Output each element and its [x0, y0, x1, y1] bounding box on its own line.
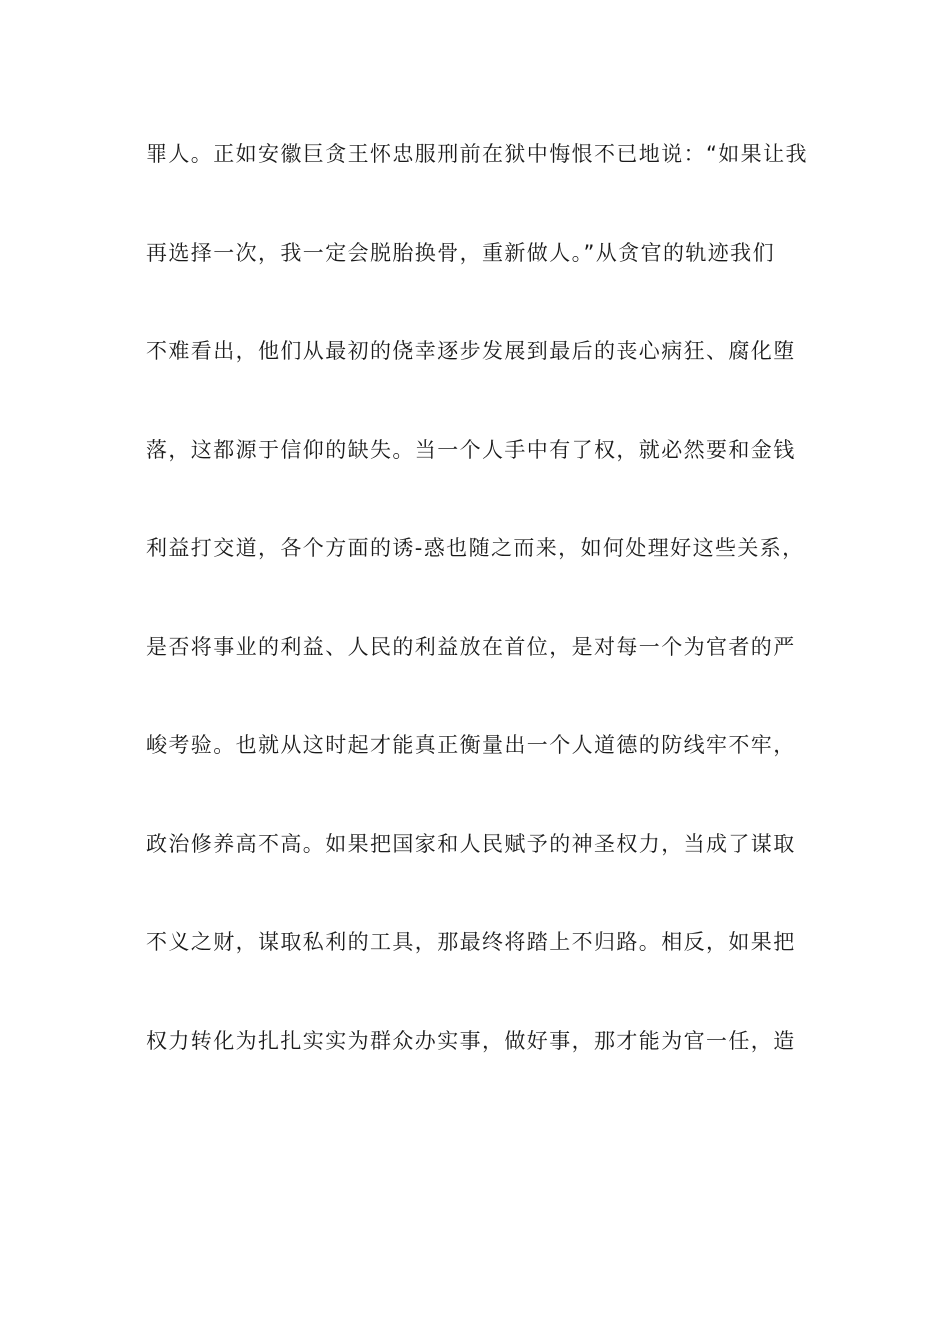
body-text [146, 130, 826, 1115]
text-line: 权力转化为扎扎实实为群众办实事，做好事，那才能为官一任，造 [146, 1028, 796, 1053]
text-line: 罪人。正如安徽巨贪王怀忠服刑前在狱中悔恨不已地说：“如果让我 [146, 142, 808, 166]
text-line: 不难看出，他们从最初的侥幸逐步发展到最后的丧心病狂、腐化堕 [146, 339, 796, 363]
text-line: 再选择一次，我一定会脱胎换骨，重新做人。”从贪官的轨迹我们 [146, 240, 775, 265]
text-line: 政治修养高不高。如果把国家和人民赋予的神圣权力，当成了谋取 [146, 831, 796, 856]
text-line: 不义之财，谋取私利的工具，那最终将踏上不归路。相反，如果把 [146, 930, 796, 954]
text-line: 是否将事业的利益、人民的利益放在首位，是对每一个为官者的严 [146, 634, 796, 659]
text-line: 利益打交道，各个方面的诱-惑也随之而来，如何处理好这些关系， [146, 536, 805, 560]
text-line: 峻考验。也就从这时起才能真正衡量出一个人道德的防线牢不牢， [146, 733, 796, 757]
text-line: 落，这都源于信仰的缺失。当一个人手中有了权，就必然要和金钱 [146, 437, 796, 462]
